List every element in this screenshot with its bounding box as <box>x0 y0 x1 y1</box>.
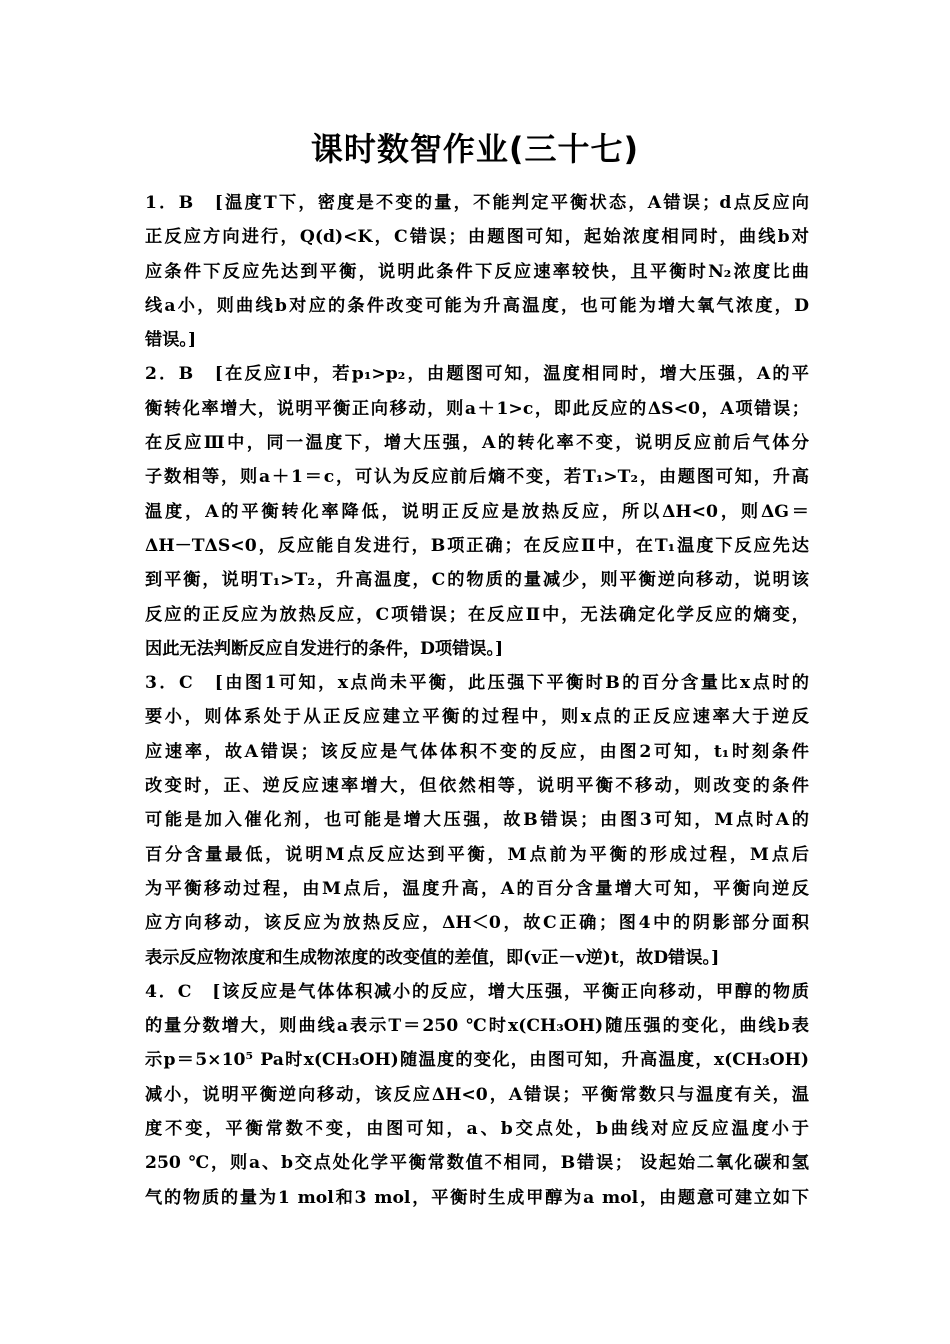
text-line: 在反应Ⅲ中，同一温度下，增大压强，A的转化率不变，说明反应前后气体分 <box>145 433 809 454</box>
text-line: 的量分数增大，则曲线a表示T＝250 ℃时x(CH₃OH)随压强的变化，曲线b表 <box>145 1016 809 1037</box>
text-line: 表示反应物浓度和生成物浓度的改变值的差值，即(v正－v逆)t，故D错误。] <box>145 947 720 968</box>
text-line: 3．C [由图1可知，x点尚未平衡，此压强下平衡时B的百分含量比x点时的 <box>145 673 809 694</box>
text-line: 应速率，故A错误；该反应是气体体积不变的反应，由图2可知，t₁时刻条件 <box>145 741 809 762</box>
text-line: 应方向移动，该反应为放热反应，ΔH＜0，故C正确；图4中的阴影部分面积 <box>145 913 809 934</box>
text-line: 示p＝5×10⁵ Pa时x(CH₃OH)随温度的变化，由图可知，升高温度，x(CH₃OH) <box>145 1050 809 1071</box>
text-line: 正反应方向进行，Q(d)<K，C错误；由题图可知，起始浓度相同时，曲线b对 <box>145 227 809 248</box>
text-line: ΔH－TΔS<0，反应能自发进行，B项正确；在反应Ⅱ中，在T₁温度下反应先达 <box>145 535 809 556</box>
text-line: 4．C [该反应是气体体积减小的反应，增大压强，平衡正向移动，甲醇的物质 <box>145 981 809 1002</box>
text-line: 1．B [温度T下，密度是不变的量，不能判定平衡状态，A错误；d点反应向 <box>145 193 809 213</box>
text-line: 为平衡移动过程，由M点后，温度升高，A的百分含量增大可知，平衡向逆反 <box>145 878 809 899</box>
text-line: 度不变，平衡常数不变，由图可知，a、b交点处，b曲线对应反应温度小于 <box>145 1119 809 1140</box>
text-line: 改变时，正、逆反应速率增大，但依然相等，说明平衡不移动，则改变的条件 <box>145 776 809 797</box>
text-line: 线a小，则曲线b对应的条件改变可能为升高温度，也可能为增大氧气浓度，D <box>145 295 809 316</box>
text-line: 到平衡，说明T₁>T₂，升高温度，C的物质的量减少，则平衡逆向移动，说明该 <box>145 570 809 591</box>
text-line: 可能是加入催化剂，也可能是增大压强，故B错误；由图3可知，M点时A的 <box>145 810 809 831</box>
text-line: 因此无法判断反应自发进行的条件，D项错误。] <box>145 638 504 659</box>
text-line: 衡转化率增大，说明平衡正向移动，则a＋1>c，即此反应的ΔS<0，A项错误； <box>145 398 809 419</box>
page-title: 课时数智作业(三十七) <box>310 130 640 168</box>
text-line: 子数相等，则a＋1＝c，可认为反应前后熵不变，若T₁>T₂，由题图可知，升高 <box>145 467 809 488</box>
answer-text-body <box>145 186 809 1215</box>
text-line: 应条件下反应先达到平衡，说明此条件下反应速率较快，且平衡时N₂浓度比曲 <box>145 261 809 282</box>
text-line: 百分含量最低，说明M点反应达到平衡，M点前为平衡的形成过程，M点后 <box>145 844 809 865</box>
text-line: 气的物质的量为1 mol和3 mol，平衡时生成甲醇为a mol，由题意可建立如下 <box>145 1187 809 1208</box>
text-line: 错误。] <box>145 330 197 351</box>
text-line: 要小，则体系处于从正反应建立平衡的过程中，则x点的正反应速率大于逆反 <box>145 707 809 728</box>
text-line: 温度，A的平衡转化率降低，说明正反应是放热反应，所以ΔH<0，则ΔG＝ <box>145 501 809 522</box>
text-line: 反应的正反应为放热反应，C项错误；在反应Ⅱ中，无法确定化学反应的熵变， <box>145 604 809 625</box>
text-line: 2．B [在反应Ⅰ中，若p₁>p₂，由题图可知，温度相同时，增大压强，A的平 <box>145 364 809 385</box>
text-line: 减小，说明平衡逆向移动，该反应ΔH<0，A错误；平衡常数只与温度有关，温 <box>145 1084 809 1105</box>
text-line: 250 ℃，则a、b交点处化学平衡常数值不相同，B错误； 设起始二氧化碳和氢 <box>145 1153 809 1174</box>
